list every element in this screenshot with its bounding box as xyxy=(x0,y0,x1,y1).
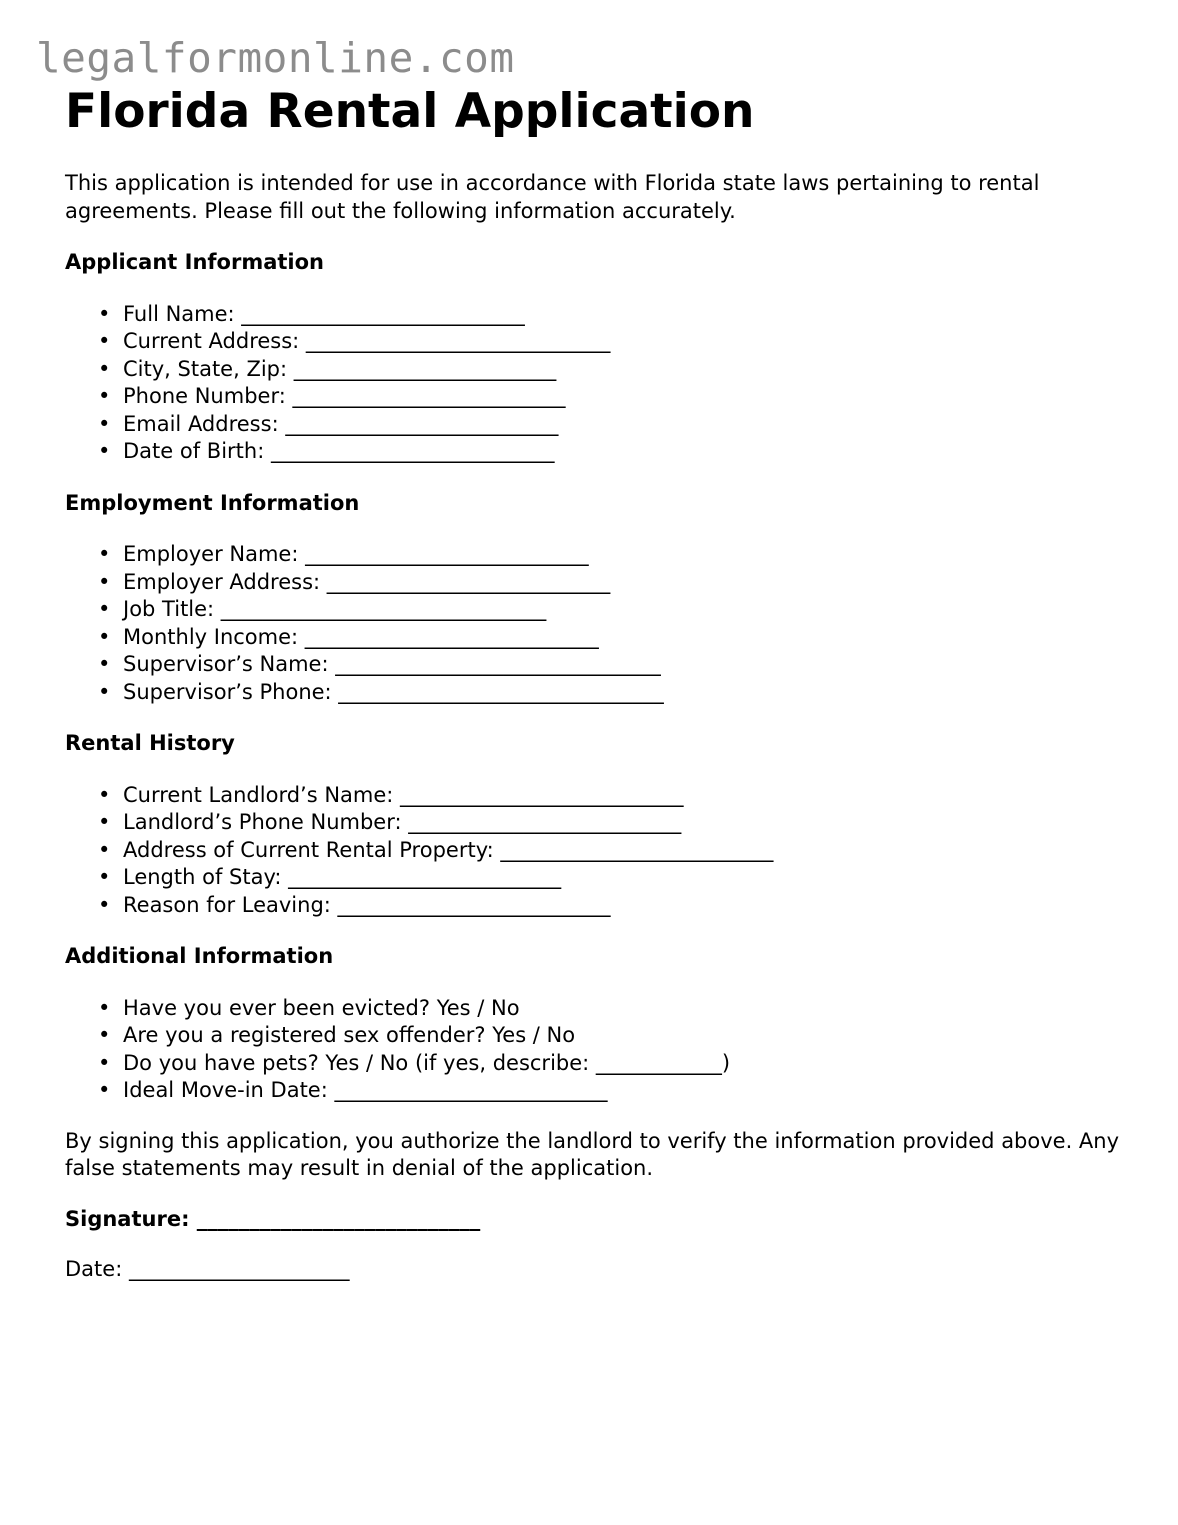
field-sex-offender: • Are you a registered sex offender? Yes / No xyxy=(123,1022,1125,1050)
field-employer-name: • Employer Name: ___________________________ xyxy=(123,541,1125,569)
field-rental-address: • Address of Current Rental Property: __________________________ xyxy=(123,837,1125,865)
field-date-of-birth: • Date of Birth: ___________________________ xyxy=(123,438,1125,466)
additional-info-list xyxy=(65,995,1125,1105)
field-monthly-income: • Monthly Income: ____________________________ xyxy=(123,624,1125,652)
field-move-in-date: • Ideal Move-in Date: __________________________ xyxy=(123,1077,1125,1105)
document-body xyxy=(65,84,1125,1284)
field-landlord-phone: • Landlord’s Phone Number: __________________________ xyxy=(123,809,1125,837)
field-pets: • Do you have pets? Yes / No (if yes, describe: ____________) xyxy=(123,1050,1125,1078)
field-city-state-zip: • City, State, Zip: _________________________ xyxy=(123,356,1125,384)
field-landlord-name: • Current Landlord’s Name: ___________________________ xyxy=(123,782,1125,810)
field-current-address: • Current Address: _____________________________ xyxy=(123,328,1125,356)
field-reason-for-leaving: • Reason for Leaving: __________________________ xyxy=(123,892,1125,920)
section-heading-employment: Employment Information xyxy=(65,490,360,515)
field-full-name: • Full Name: ___________________________ xyxy=(123,301,1125,329)
field-length-of-stay: • Length of Stay: __________________________ xyxy=(123,864,1125,892)
signature-line: Signature: ___________________________ xyxy=(65,1206,481,1231)
field-job-title: • Job Title: _______________________________ xyxy=(123,596,1125,624)
field-supervisor-name: • Supervisor’s Name: _______________________________ xyxy=(123,651,1125,679)
intro-paragraph: This application is intended for use in accordance with Florida state laws pertaining to rental agreements. Please fill out the following information accurately. xyxy=(65,171,1040,223)
field-email-address: • Email Address: __________________________ xyxy=(123,411,1125,439)
authorization-paragraph: By signing this application, you authorize the landlord to verify the information provided above. Any false statements may result in denial of the application. xyxy=(65,1128,1120,1180)
rental-history-list xyxy=(65,782,1125,920)
field-supervisor-phone: • Supervisor’s Phone: _______________________________ xyxy=(123,679,1125,707)
field-employer-address: • Employer Address: ___________________________ xyxy=(123,569,1125,597)
employment-info-list xyxy=(65,541,1125,706)
section-heading-applicant: Applicant Information xyxy=(65,250,324,274)
field-phone-number: • Phone Number: __________________________ xyxy=(123,383,1125,411)
date-line: Date: _____________________ xyxy=(65,1257,350,1281)
watermark: legalformonline.com xyxy=(36,34,515,82)
applicant-info-list xyxy=(65,301,1125,466)
page-title: Florida Rental Application xyxy=(65,84,755,139)
section-heading-additional: Additional Information xyxy=(65,944,334,968)
section-heading-rental-history: Rental History xyxy=(65,731,235,755)
field-evicted: • Have you ever been evicted? Yes / No xyxy=(123,995,1125,1023)
